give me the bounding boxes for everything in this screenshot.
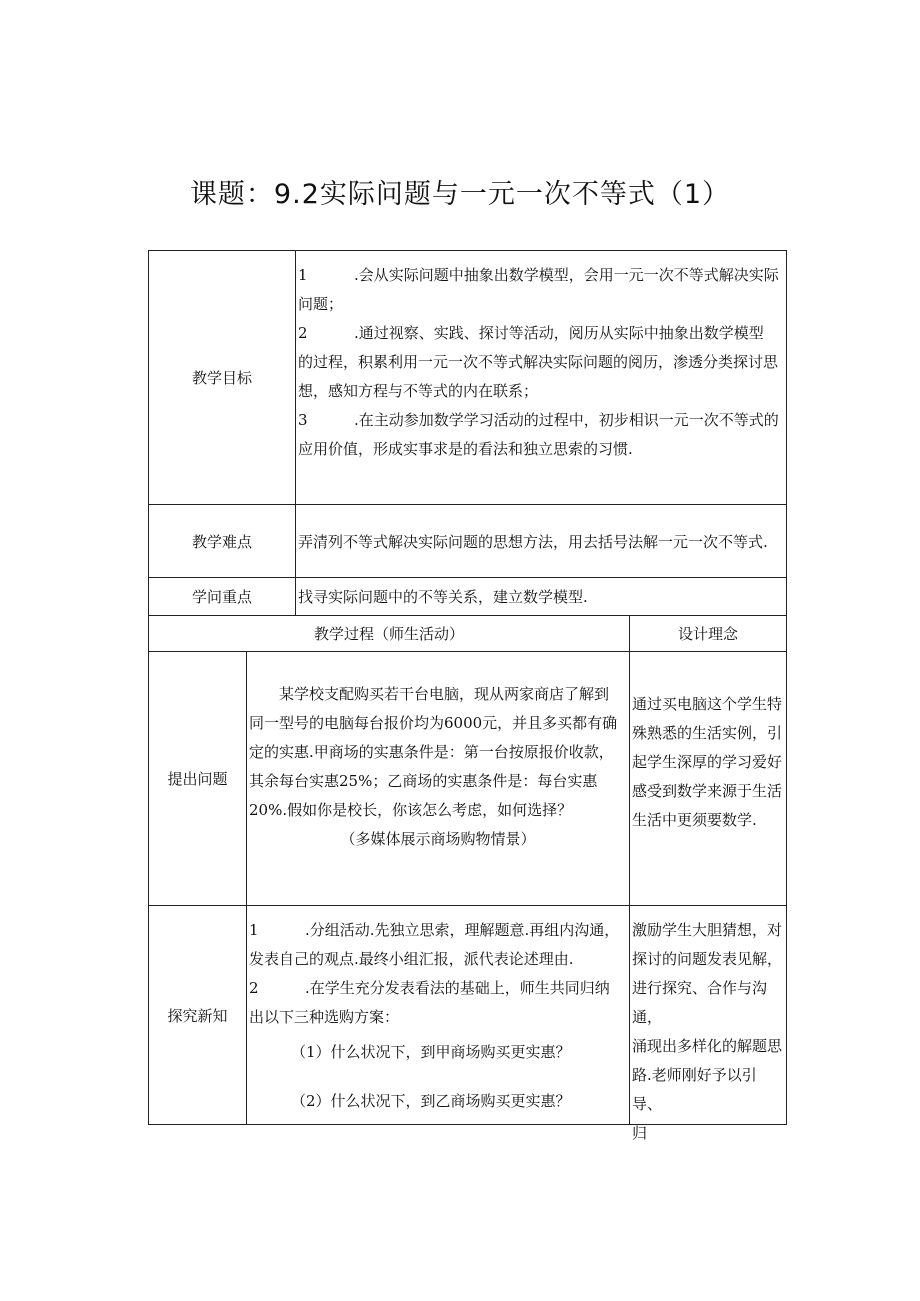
explore-rationale-1: 激励学生大胆猜想，对 xyxy=(632,921,783,939)
goal-item-2: 2 .通过视察、实践、探讨等活动，阅历从实际中抽象出数学模型 xyxy=(298,324,764,342)
goals-label: 教学目标 xyxy=(149,251,296,505)
goal-item-1-cont: 问题； xyxy=(298,295,344,313)
problem-line-1: 某学校支配购买若干台电脑，现从两家商店了解到 xyxy=(279,685,610,703)
rationale-line-1: 通过买电脑这个学生特 xyxy=(632,695,783,713)
difficulty-label: 教学难点 xyxy=(149,505,296,578)
raise-problem-row xyxy=(149,652,787,906)
problem-line-2: 同一型号的电脑每台报价均为6000元，并且多买都有确 xyxy=(249,714,618,732)
explore-rationale-6: 归 xyxy=(632,1124,648,1142)
explore-content xyxy=(247,906,630,1125)
explore-item-2-cont: 出以下三种选购方案： xyxy=(249,1008,400,1026)
explore-rationale-4: 涌现出多样化的解题思 xyxy=(632,1037,783,1055)
goal-item-3: 3 .在主动参加数学学习活动的过程中，初步相识一元一次不等式的 xyxy=(298,411,779,429)
explore-item-2: 2 .在学生充分发表看法的基础上，师生共同归纳 xyxy=(249,979,610,997)
process-header-row xyxy=(149,616,787,652)
key-points-row xyxy=(149,578,787,616)
explore-item-1: 1 .分组活动.先独立思索，理解题意.再组内沟通， xyxy=(249,921,620,939)
lesson-plan-table xyxy=(148,250,787,1142)
explore-row xyxy=(149,906,787,1125)
raise-problem-content xyxy=(247,652,630,906)
problem-line-4: 其余每台实惠25%；乙商场的实惠条件是：每台实惠 xyxy=(249,772,598,790)
goal-item-1: 1 .会从实际问题中抽象出数学模型，会用一元一次不等式解决实际 xyxy=(298,266,779,284)
raise-problem-label: 提出问题 xyxy=(149,652,247,906)
rationale-line-3: 起学生深厚的学习爱好 xyxy=(632,753,783,771)
goal-item-2-cont: 的过程，积累利用一元一次不等式解决实际问题的阅历，渗透分类探讨思 xyxy=(298,353,779,371)
rationale-line-4: 感受到数学来源于生活 xyxy=(632,782,783,800)
goals-content xyxy=(296,251,787,505)
explore-rationale xyxy=(630,906,787,1142)
rationale-header: 设计理念 xyxy=(630,616,787,652)
goals-row xyxy=(149,251,787,505)
explore-sub-1: （1）什么状况下，到甲商场购买更实惠？ xyxy=(291,1043,571,1061)
raise-problem-rationale xyxy=(630,652,787,906)
difficulty-text: 弄清列不等式解决实际问题的思想方法，用去括号法解一元一次不等式. xyxy=(296,505,787,578)
page-title: 课题：9.2实际问题与一元一次不等式（1） xyxy=(189,179,731,210)
process-header: 教学过程（师生活动） xyxy=(149,616,630,652)
explore-sub-2: （2）什么状况下，到乙商场购买更实惠？ xyxy=(291,1092,571,1110)
key-points-text: 找寻实际问题中的不等关系，建立数学模型. xyxy=(296,578,787,616)
goal-item-2-cont2: 想，感知方程与不等式的内在联系； xyxy=(298,382,539,400)
rationale-line-5: 生活中更须要数学. xyxy=(632,811,757,829)
difficulty-row xyxy=(149,505,787,578)
explore-item-1-cont: 发表自己的观点.最终小组汇报，派代表论述理由. xyxy=(249,950,574,968)
problem-line-3: 定的实惠.甲商场的实惠条件是：第一台按原报价收款， xyxy=(249,743,614,761)
explore-rationale-5: 路.老师刚好予以引导、 xyxy=(632,1066,757,1113)
explore-rationale-2: 探讨的问题发表见解， xyxy=(632,950,783,968)
rationale-line-2: 殊熟悉的生活实例，引 xyxy=(632,724,783,742)
problem-note: （多媒体展示商场购物情景） xyxy=(340,830,536,848)
problem-line-5: 20%.假如你是校长，你该怎么考虑，如何选择？ xyxy=(249,801,573,819)
key-points-label: 学问重点 xyxy=(149,578,296,616)
explore-rationale-3: 进行探究、合作与沟通， xyxy=(632,979,768,1026)
explore-label: 探究新知 xyxy=(149,906,247,1125)
goal-item-3-cont: 应用价值，形成实事求是的看法和独立思索的习惯. xyxy=(298,440,633,458)
